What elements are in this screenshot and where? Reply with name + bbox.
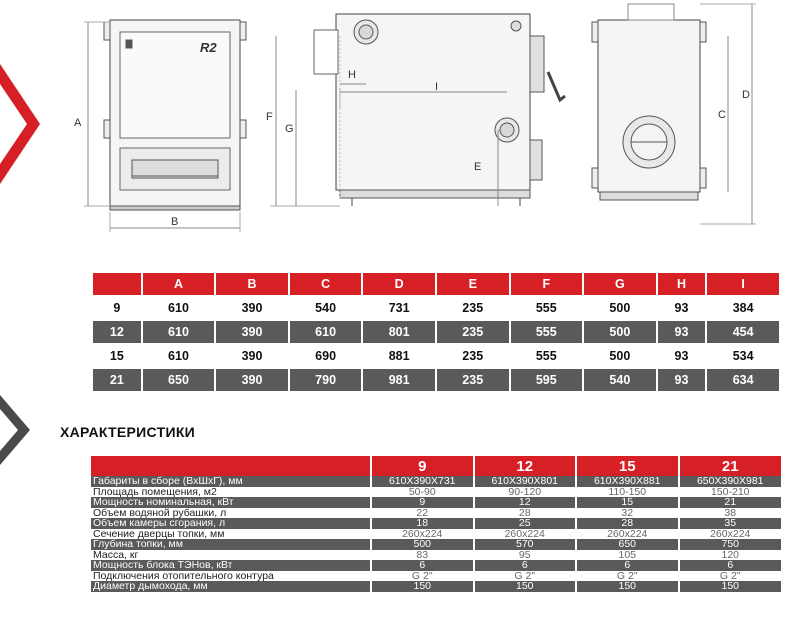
spec-value: 650 — [576, 539, 679, 550]
dimension-cell: 555 — [511, 321, 583, 343]
spec-label: Подключения отопительного контура — [91, 571, 371, 582]
spec-label: Габариты в сборе (ВхШхГ), мм — [91, 476, 371, 487]
table-row — [93, 369, 779, 391]
dimension-cell: 93 — [658, 321, 706, 343]
dimensions-corner — [93, 273, 141, 295]
table-row — [91, 476, 781, 487]
header-g: G — [584, 273, 656, 295]
dim-label-c: C — [718, 109, 726, 121]
specs-corner — [91, 456, 371, 476]
dim-label-b: B — [171, 216, 179, 228]
dim-label-d: D — [742, 89, 750, 101]
spec-value: 150 — [679, 581, 782, 592]
spec-value: 610X390X881 — [576, 476, 679, 487]
spec-value: 6 — [679, 560, 782, 571]
table-row — [91, 539, 781, 550]
dimension-cell: 454 — [707, 321, 779, 343]
model-header: 9 — [371, 456, 474, 476]
dimension-cell: 390 — [216, 297, 288, 319]
spec-value: 38 — [679, 508, 782, 519]
specs-header-row — [91, 456, 781, 476]
spec-value: 260x224 — [371, 529, 474, 540]
spec-value: 610X390X731 — [371, 476, 474, 487]
table-row — [91, 560, 781, 571]
spec-label: Объем водяной рубашки, л — [91, 508, 371, 519]
header-e: E — [437, 273, 509, 295]
header-c: C — [290, 273, 362, 295]
spec-value: 110-150 — [576, 487, 679, 498]
spec-value: G 2" — [371, 571, 474, 582]
spec-value: 570 — [474, 539, 577, 550]
boiler-technical-drawing — [0, 0, 807, 240]
dimensions-header-row — [93, 273, 779, 295]
dim-label-a: A — [74, 117, 82, 129]
table-row — [93, 297, 779, 319]
dim-label-e: E — [474, 161, 482, 173]
spec-value: 95 — [474, 550, 577, 561]
spec-value: 6 — [576, 560, 679, 571]
spec-value: 650X390X981 — [679, 476, 782, 487]
spec-value: 260x224 — [679, 529, 782, 540]
spec-value: 610X390X801 — [474, 476, 577, 487]
dimension-cell: 235 — [437, 369, 509, 391]
dimension-cell: 595 — [511, 369, 583, 391]
dimension-cell: 93 — [658, 345, 706, 367]
table-row — [93, 345, 779, 367]
header-a: A — [143, 273, 215, 295]
spec-value: 28 — [474, 508, 577, 519]
dimension-cell: 500 — [584, 321, 656, 343]
dimension-cell: 981 — [363, 369, 435, 391]
spec-label: Мощность блока ТЭНов, кВт — [91, 560, 371, 571]
spec-value: 28 — [576, 518, 679, 529]
spec-label: Мощность номинальная, кВт — [91, 497, 371, 508]
spec-value: 260x224 — [474, 529, 577, 540]
dimension-cell: 690 — [290, 345, 362, 367]
dimension-cell: 390 — [216, 321, 288, 343]
dimension-cell: 731 — [363, 297, 435, 319]
table-row — [91, 497, 781, 508]
spec-value: G 2" — [474, 571, 577, 582]
table-row — [91, 518, 781, 529]
table-row — [91, 529, 781, 540]
spec-label: Масса, кг — [91, 550, 371, 561]
dimension-cell: 384 — [707, 297, 779, 319]
model-cell: 12 — [93, 321, 141, 343]
spec-value: 32 — [576, 508, 679, 519]
model-header: 21 — [679, 456, 782, 476]
table-row — [91, 581, 781, 592]
spec-value: 150 — [371, 581, 474, 592]
dim-label-g: G — [285, 123, 294, 135]
spec-value: 105 — [576, 550, 679, 561]
spec-label: Объем камеры сгорания, л — [91, 518, 371, 529]
spec-value: 22 — [371, 508, 474, 519]
spec-value: 25 — [474, 518, 577, 529]
dimension-cell: 610 — [290, 321, 362, 343]
dimension-cell: 93 — [658, 297, 706, 319]
spec-value: 6 — [371, 560, 474, 571]
dimension-cell: 801 — [363, 321, 435, 343]
spec-value: 120 — [679, 550, 782, 561]
dimension-cell: 500 — [584, 297, 656, 319]
gray-chevron-decoration — [0, 395, 40, 465]
specs-table — [91, 456, 781, 592]
dimension-cell: 610 — [143, 297, 215, 319]
dim-label-h: H — [348, 69, 356, 81]
dimension-cell: 500 — [584, 345, 656, 367]
dimension-cell: 390 — [216, 345, 288, 367]
spec-value: 500 — [371, 539, 474, 550]
dim-label-f: F — [266, 111, 273, 123]
dimension-cell: 634 — [707, 369, 779, 391]
dimension-cell: 540 — [290, 297, 362, 319]
spec-value: 750 — [679, 539, 782, 550]
dimension-cell: 610 — [143, 345, 215, 367]
header-b: B — [216, 273, 288, 295]
spec-value: 150 — [576, 581, 679, 592]
dimension-cell: 540 — [584, 369, 656, 391]
dimension-cell: 390 — [216, 369, 288, 391]
dimension-cell: 534 — [707, 345, 779, 367]
spec-value: 18 — [371, 518, 474, 529]
section-title: ХАРАКТЕРИСТИКИ — [60, 424, 196, 440]
model-cell: 9 — [93, 297, 141, 319]
model-cell: 15 — [93, 345, 141, 367]
dimensions-table — [91, 271, 781, 393]
spec-value: G 2" — [576, 571, 679, 582]
spec-value: 260x224 — [576, 529, 679, 540]
spec-value: 83 — [371, 550, 474, 561]
spec-value: 150-210 — [679, 487, 782, 498]
table-row — [93, 321, 779, 343]
spec-label: Глубина топки, мм — [91, 539, 371, 550]
spec-label: Диаметр дымохода, мм — [91, 581, 371, 592]
header-d: D — [363, 273, 435, 295]
dimension-cell: 235 — [437, 297, 509, 319]
dimension-cell: 610 — [143, 321, 215, 343]
header-i: I — [707, 273, 779, 295]
spec-label: Площадь помещения, м2 — [91, 487, 371, 498]
boiler-logo: R2 — [200, 40, 217, 55]
header-f: F — [511, 273, 583, 295]
spec-value: 50-90 — [371, 487, 474, 498]
dimension-cell: 555 — [511, 297, 583, 319]
dimension-cell: 235 — [437, 321, 509, 343]
dimension-cell: 235 — [437, 345, 509, 367]
dim-label-i: I — [435, 81, 439, 93]
spec-value: 12 — [474, 497, 577, 508]
dimension-cell: 790 — [290, 369, 362, 391]
model-cell: 21 — [93, 369, 141, 391]
spec-value: G 2" — [679, 571, 782, 582]
spec-value: 9 — [371, 497, 474, 508]
spec-value: 35 — [679, 518, 782, 529]
model-header: 12 — [474, 456, 577, 476]
dimension-cell: 881 — [363, 345, 435, 367]
spec-value: 90-120 — [474, 487, 577, 498]
spec-value: 21 — [679, 497, 782, 508]
dimension-cell: 650 — [143, 369, 215, 391]
spec-value: 150 — [474, 581, 577, 592]
dimension-cell: 555 — [511, 345, 583, 367]
dimension-cell: 93 — [658, 369, 706, 391]
spec-value: 15 — [576, 497, 679, 508]
spec-label: Сечение дверцы топки, мм — [91, 529, 371, 540]
model-header: 15 — [576, 456, 679, 476]
header-h: H — [658, 273, 706, 295]
spec-value: 6 — [474, 560, 577, 571]
